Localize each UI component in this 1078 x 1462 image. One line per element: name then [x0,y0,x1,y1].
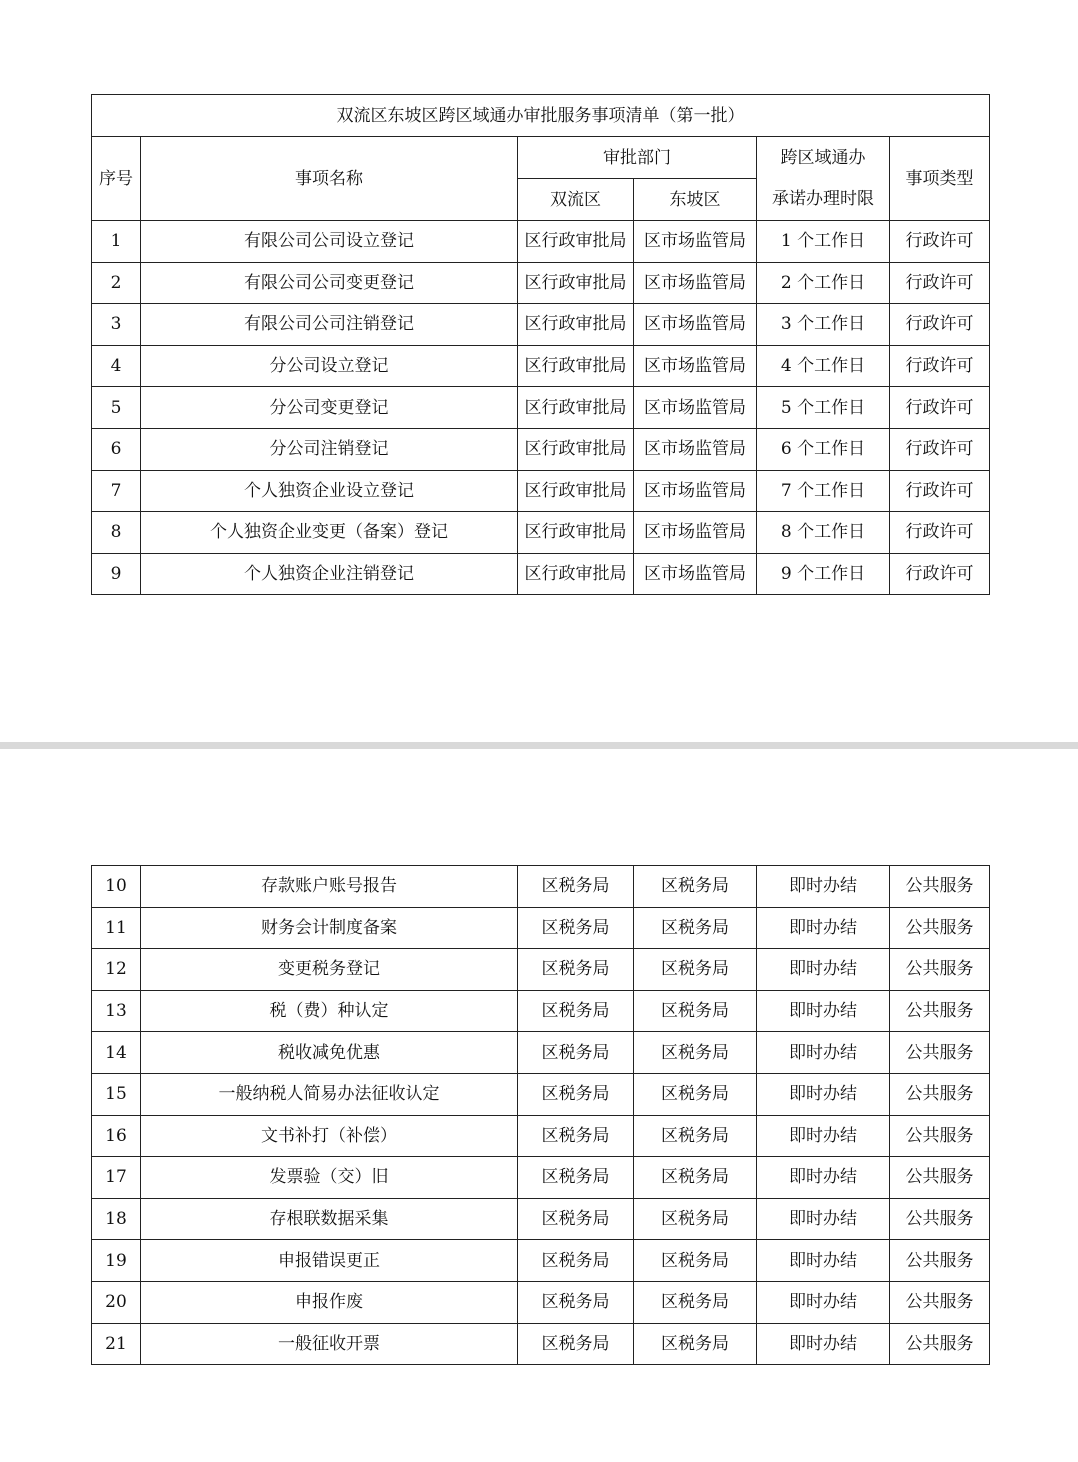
cell-item-type: 行政许可 [890,262,990,304]
cell-item-type: 行政许可 [890,304,990,346]
cell-time-limit: 即时办结 [757,1323,890,1365]
cell-item-type: 公共服务 [890,1281,990,1323]
table-row [92,1032,990,1074]
cell-shuangliu-dept: 区税务局 [518,907,634,949]
cell-seq: 15 [92,1073,141,1115]
cell-item-name: 变更税务登记 [141,949,518,991]
cell-item-type: 行政许可 [890,428,990,470]
cell-shuangliu-dept: 区行政审批局 [518,262,634,304]
table-row [92,304,990,346]
cell-time-limit: 即时办结 [757,866,890,908]
table-row [92,262,990,304]
cell-time-limit: 3 个工作日 [757,304,890,346]
cell-dongpo-dept: 区税务局 [634,907,757,949]
cell-seq: 1 [92,221,141,263]
cell-item-name: 发票验（交）旧 [141,1157,518,1199]
cell-item-type: 公共服务 [890,1198,990,1240]
table-row [92,1198,990,1240]
cell-seq: 14 [92,1032,141,1074]
cell-item-name: 存款账户账号报告 [141,866,518,908]
cell-time-limit: 8 个工作日 [757,512,890,554]
cell-dongpo-dept: 区市场监管局 [634,221,757,263]
table-row [92,512,990,554]
approval-items-table-page-1 [91,94,990,595]
cell-shuangliu-dept: 区行政审批局 [518,553,634,595]
cell-seq: 18 [92,1198,141,1240]
cell-item-type: 公共服务 [890,1115,990,1157]
cell-time-limit: 即时办结 [757,1115,890,1157]
cell-time-limit: 7 个工作日 [757,470,890,512]
cell-seq: 7 [92,470,141,512]
cell-seq: 6 [92,428,141,470]
document-page-2 [0,749,1078,1462]
cell-item-name: 有限公司公司设立登记 [141,221,518,263]
cell-seq: 11 [92,907,141,949]
cell-dongpo-dept: 区税务局 [634,990,757,1032]
cell-time-limit: 5 个工作日 [757,387,890,429]
cell-shuangliu-dept: 区税务局 [518,949,634,991]
cell-dongpo-dept: 区税务局 [634,1323,757,1365]
header-approval-dept: 审批部门 [518,137,757,179]
cell-dongpo-dept: 区税务局 [634,1115,757,1157]
cell-item-name: 个人独资企业注销登记 [141,553,518,595]
cell-shuangliu-dept: 区税务局 [518,1115,634,1157]
cell-time-limit: 即时办结 [757,1198,890,1240]
cell-time-limit: 即时办结 [757,1281,890,1323]
header-time-limit [757,137,890,221]
cell-item-type: 公共服务 [890,1323,990,1365]
cell-shuangliu-dept: 区税务局 [518,1157,634,1199]
cell-seq: 19 [92,1240,141,1282]
cell-time-limit: 1 个工作日 [757,221,890,263]
table-row [92,907,990,949]
cell-item-type: 公共服务 [890,1032,990,1074]
cell-seq: 21 [92,1323,141,1365]
cell-shuangliu-dept: 区税务局 [518,1073,634,1115]
cell-dongpo-dept: 区税务局 [634,1157,757,1199]
cell-time-limit: 即时办结 [757,1032,890,1074]
cell-seq: 17 [92,1157,141,1199]
cell-time-limit: 即时办结 [757,1240,890,1282]
cell-item-type: 行政许可 [890,221,990,263]
cell-dongpo-dept: 区市场监管局 [634,345,757,387]
cell-seq: 4 [92,345,141,387]
table-row [92,866,990,908]
cell-dongpo-dept: 区市场监管局 [634,387,757,429]
table-row [92,1157,990,1199]
page-separator [0,742,1078,749]
cell-dongpo-dept: 区税务局 [634,1240,757,1282]
approval-items-table-page-2 [91,865,990,1365]
table-row [92,990,990,1032]
cell-shuangliu-dept: 区行政审批局 [518,470,634,512]
cell-item-name: 个人独资企业变更（备案）登记 [141,512,518,554]
cell-item-name: 文书补打（补偿） [141,1115,518,1157]
cell-seq: 2 [92,262,141,304]
cell-dongpo-dept: 区税务局 [634,1281,757,1323]
cell-item-name: 个人独资企业设立登记 [141,470,518,512]
cell-time-limit: 即时办结 [757,949,890,991]
table-title: 双流区东坡区跨区域通办审批服务事项清单（第一批） [92,95,990,137]
cell-dongpo-dept: 区市场监管局 [634,262,757,304]
header-time-limit-line2: 承诺办理时限 [772,189,874,209]
cell-item-name: 有限公司公司注销登记 [141,304,518,346]
cell-shuangliu-dept: 区行政审批局 [518,221,634,263]
cell-seq: 3 [92,304,141,346]
cell-item-type: 行政许可 [890,470,990,512]
cell-dongpo-dept: 区市场监管局 [634,470,757,512]
cell-item-name: 分公司设立登记 [141,345,518,387]
table-row [92,221,990,263]
cell-shuangliu-dept: 区税务局 [518,990,634,1032]
cell-shuangliu-dept: 区税务局 [518,1240,634,1282]
cell-item-type: 公共服务 [890,990,990,1032]
cell-time-limit: 即时办结 [757,1073,890,1115]
table-row [92,1281,990,1323]
cell-dongpo-dept: 区市场监管局 [634,428,757,470]
cell-item-type: 行政许可 [890,512,990,554]
cell-seq: 12 [92,949,141,991]
cell-item-type: 公共服务 [890,1240,990,1282]
cell-seq: 16 [92,1115,141,1157]
cell-item-type: 公共服务 [890,949,990,991]
cell-item-name: 申报错误更正 [141,1240,518,1282]
header-item-type: 事项类型 [890,137,990,221]
cell-item-name: 分公司注销登记 [141,428,518,470]
table-row [92,387,990,429]
table-row [92,470,990,512]
cell-item-type: 公共服务 [890,1073,990,1115]
cell-item-type: 公共服务 [890,1157,990,1199]
table-row [92,553,990,595]
header-dongpo: 东坡区 [634,179,757,221]
cell-time-limit: 4 个工作日 [757,345,890,387]
table-row [92,1073,990,1115]
cell-shuangliu-dept: 区税务局 [518,866,634,908]
cell-shuangliu-dept: 区行政审批局 [518,387,634,429]
cell-seq: 8 [92,512,141,554]
cell-time-limit: 9 个工作日 [757,553,890,595]
cell-item-name: 一般纳税人简易办法征收认定 [141,1073,518,1115]
cell-item-name: 申报作废 [141,1281,518,1323]
cell-time-limit: 即时办结 [757,990,890,1032]
table-row [92,345,990,387]
cell-dongpo-dept: 区税务局 [634,1032,757,1074]
table-row [92,428,990,470]
cell-time-limit: 即时办结 [757,1157,890,1199]
cell-dongpo-dept: 区市场监管局 [634,512,757,554]
cell-shuangliu-dept: 区行政审批局 [518,304,634,346]
cell-item-name: 财务会计制度备案 [141,907,518,949]
cell-dongpo-dept: 区税务局 [634,866,757,908]
cell-shuangliu-dept: 区税务局 [518,1281,634,1323]
cell-seq: 20 [92,1281,141,1323]
cell-item-type: 行政许可 [890,553,990,595]
header-seq: 序号 [92,137,141,221]
table-row [92,949,990,991]
table-row [92,1240,990,1282]
cell-seq: 9 [92,553,141,595]
cell-seq: 13 [92,990,141,1032]
cell-item-name: 有限公司公司变更登记 [141,262,518,304]
table-row [92,1115,990,1157]
cell-item-name: 一般征收开票 [141,1323,518,1365]
cell-item-name: 税（费）种认定 [141,990,518,1032]
cell-shuangliu-dept: 区税务局 [518,1198,634,1240]
cell-time-limit: 6 个工作日 [757,428,890,470]
cell-item-type: 公共服务 [890,866,990,908]
cell-item-name: 存根联数据采集 [141,1198,518,1240]
cell-shuangliu-dept: 区行政审批局 [518,512,634,554]
header-item-name: 事项名称 [141,137,518,221]
cell-shuangliu-dept: 区税务局 [518,1323,634,1365]
cell-dongpo-dept: 区市场监管局 [634,553,757,595]
table-row [92,1323,990,1365]
cell-item-name: 税收减免优惠 [141,1032,518,1074]
cell-time-limit: 2 个工作日 [757,262,890,304]
cell-dongpo-dept: 区市场监管局 [634,304,757,346]
cell-seq: 5 [92,387,141,429]
cell-time-limit: 即时办结 [757,907,890,949]
cell-item-name: 分公司变更登记 [141,387,518,429]
cell-shuangliu-dept: 区税务局 [518,1032,634,1074]
cell-item-type: 行政许可 [890,345,990,387]
header-time-limit-line1: 跨区域通办 [780,148,866,168]
cell-shuangliu-dept: 区行政审批局 [518,345,634,387]
cell-dongpo-dept: 区税务局 [634,949,757,991]
cell-dongpo-dept: 区税务局 [634,1198,757,1240]
cell-item-type: 行政许可 [890,387,990,429]
cell-item-type: 公共服务 [890,907,990,949]
header-shuangliu: 双流区 [518,179,634,221]
cell-shuangliu-dept: 区行政审批局 [518,428,634,470]
cell-seq: 10 [92,866,141,908]
cell-dongpo-dept: 区税务局 [634,1073,757,1115]
